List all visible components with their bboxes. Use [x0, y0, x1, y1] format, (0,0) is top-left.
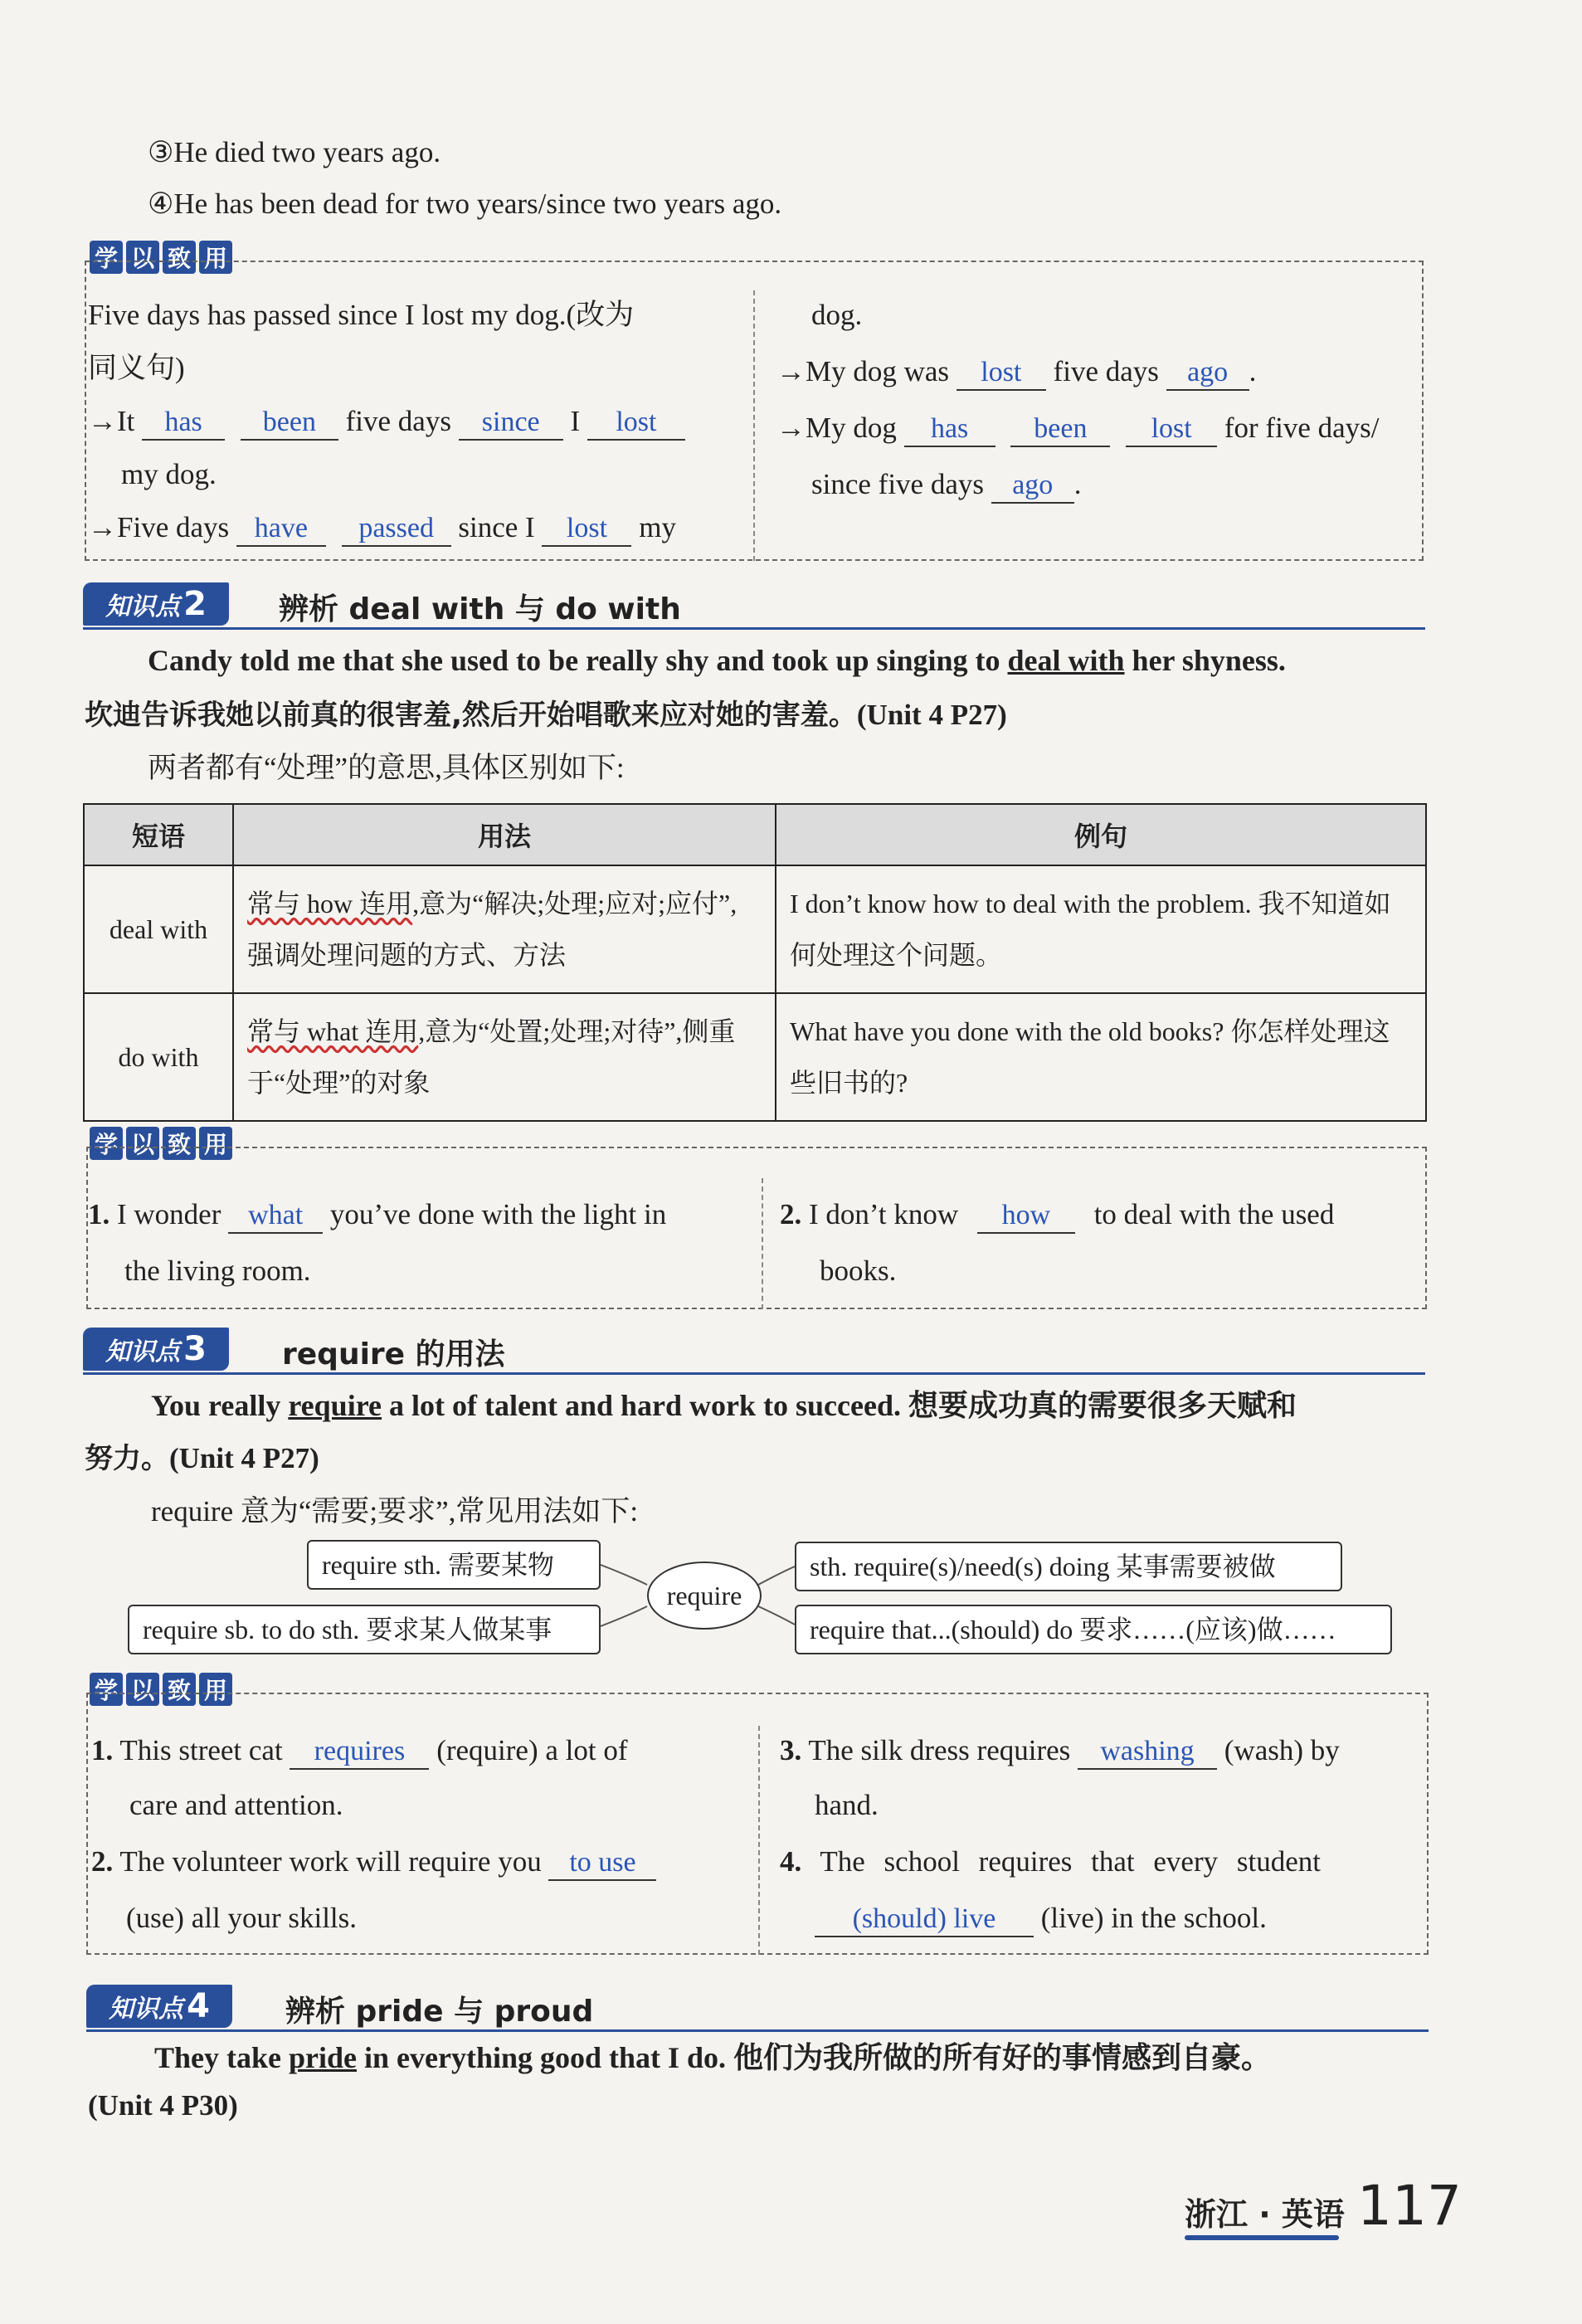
example-cell: What have you done with the old books? 你怎样处理这些旧书的?: [776, 993, 1426, 1121]
usage-pill: sth. require(s)/need(s) doing 某事需要被做: [795, 1542, 1342, 1591]
footer-label: 浙江 · 英语: [1185, 2196, 1345, 2233]
answer-blank[interactable]: to use: [548, 1846, 656, 1881]
answer-blank[interactable]: lost: [957, 356, 1046, 391]
ex2-question-2-cont: books.: [820, 1255, 897, 1287]
phrase-cell: do with: [84, 993, 233, 1121]
ex1-line-2: my dog.: [121, 458, 217, 490]
footer-rule: [1185, 2235, 1339, 2240]
section-title: 辨析 deal with 与 do with: [279, 592, 681, 626]
answer-blank[interactable]: been: [241, 406, 338, 441]
ex3-question-2-cont: (use) all your skills.: [126, 1902, 358, 1934]
answer-blank[interactable]: how: [977, 1199, 1075, 1234]
ex1-prompt-2: 同义句): [88, 352, 185, 384]
usage-pill: require sb. to do sth. 要求某人做某事: [128, 1605, 601, 1654]
ex1-line-3: →Five days have passed since I lost my: [88, 509, 676, 547]
ex3-question-1: 1. This street cat requires (require) a lot of: [91, 1732, 628, 1770]
answer-blank[interactable]: lost: [542, 512, 631, 547]
usage-cell: 常与 what 连用,意为“处置;处理;对待”,侧重于“处理”的对象: [233, 993, 776, 1121]
answer-blank[interactable]: lost: [1126, 412, 1217, 447]
example-line-4: ④He has been dead for two years/since two years ago.: [148, 188, 782, 220]
answer-blank[interactable]: has: [904, 412, 995, 447]
answer-blank[interactable]: (should) live: [815, 1903, 1034, 1937]
ex3-question-3-cont: hand.: [815, 1789, 879, 1821]
usage-pill: require sth. 需要某物: [307, 1540, 601, 1590]
section-intro: 两者都有“处理”的意思,具体区别如下:: [148, 752, 625, 784]
exercise-tag: 学 以 致 用: [90, 1673, 232, 1706]
example-cell: I don’t know how to deal with the problem. 我不知道如何处理这个问题。: [776, 865, 1426, 993]
ex3-question-4-cont: (should) live (live) in the school.: [815, 1900, 1267, 1937]
example-line-3: ③He died two years ago.: [148, 136, 441, 168]
table-header: 例句: [776, 804, 1426, 865]
ex2-question-1: 1. I wonder what you’ve done with the light in: [88, 1196, 666, 1234]
example-sentence: Candy told me that she used to be really shy and took up singing to deal with her shyness.: [148, 644, 1286, 677]
example-translation: 努力。(Unit 4 P27): [85, 1442, 319, 1475]
ex1-right-4: since five days ago .: [811, 466, 1081, 504]
usage-pill: require that...(should) do 要求……(应该)做……: [795, 1605, 1392, 1654]
example-sentence: They take pride in everything good that I do. 他们为我所做的所有好的事情感到自豪。: [154, 2041, 1272, 2074]
ex1-right-1: dog.: [811, 299, 863, 331]
ex3-question-3: 3. The silk dress requires washing (wash) by: [780, 1732, 1340, 1770]
answer-blank[interactable]: ago: [991, 469, 1074, 504]
answer-blank[interactable]: what: [228, 1199, 323, 1234]
answer-blank[interactable]: been: [1010, 412, 1110, 447]
answer-blank[interactable]: has: [142, 406, 225, 441]
answer-blank[interactable]: lost: [587, 406, 685, 441]
section-title: require 的用法: [282, 1337, 505, 1372]
example-sentence: You really require a lot of talent and hard work to succeed. 想要成功真的需要很多天赋和: [151, 1389, 1297, 1422]
ex1-prompt: Five days has passed since I lost my dog.(改为: [88, 299, 635, 331]
exercise-tag: 学 以 致 用: [90, 1127, 232, 1160]
ex1-right-3: →My dog has been lost for five days/: [776, 410, 1379, 447]
ex2-question-1-cont: the living room.: [124, 1255, 311, 1287]
ex2-question-2: 2. I don’t know how to deal with the used: [780, 1196, 1334, 1234]
ex3-question-4: 4. The school requires that every student: [780, 1845, 1321, 1878]
table-header: 短语: [84, 804, 233, 865]
ex3-question-1-cont: care and attention.: [129, 1789, 343, 1821]
section-intro: require 意为“需要;要求”,常见用法如下:: [151, 1495, 639, 1527]
center-node: require: [647, 1562, 762, 1630]
answer-blank[interactable]: ago: [1166, 356, 1249, 391]
divider: [758, 1726, 760, 1955]
knowledge-point-badge: 知识点 2: [83, 582, 229, 626]
table-header: 用法: [233, 804, 776, 865]
page-number: 117: [1357, 2174, 1462, 2238]
answer-blank[interactable]: washing: [1078, 1735, 1217, 1770]
answer-blank[interactable]: requires: [290, 1735, 429, 1770]
example-reference: (Unit 4 P30): [88, 2089, 238, 2122]
ex1-line-1: →It has been five days since I lost: [88, 403, 685, 441]
knowledge-point-badge: 知识点 4: [86, 1985, 232, 2028]
ex1-right-2: →My dog was lost five days ago .: [776, 353, 1256, 391]
knowledge-point-badge: 知识点 3: [83, 1328, 229, 1371]
answer-blank[interactable]: since: [459, 406, 563, 441]
usage-cell: 常与 how 连用,意为“解决;处理;应对;应付”,强调处理问题的方式、方法: [233, 865, 776, 993]
answer-blank[interactable]: passed: [342, 512, 451, 547]
exercise-tag: 学 以 致 用: [90, 241, 232, 274]
title-rule: [86, 2029, 1429, 2032]
ex3-question-2: 2. The volunteer work will require you to use: [91, 1844, 656, 1881]
answer-blank[interactable]: have: [236, 512, 326, 547]
example-translation: 坎迪告诉我她以前真的很害羞,然后开始唱歌来应对她的害羞。(Unit 4 P27): [85, 699, 1007, 732]
section-title: 辨析 pride 与 proud: [285, 1995, 594, 2029]
phrase-cell: deal with: [84, 865, 233, 993]
